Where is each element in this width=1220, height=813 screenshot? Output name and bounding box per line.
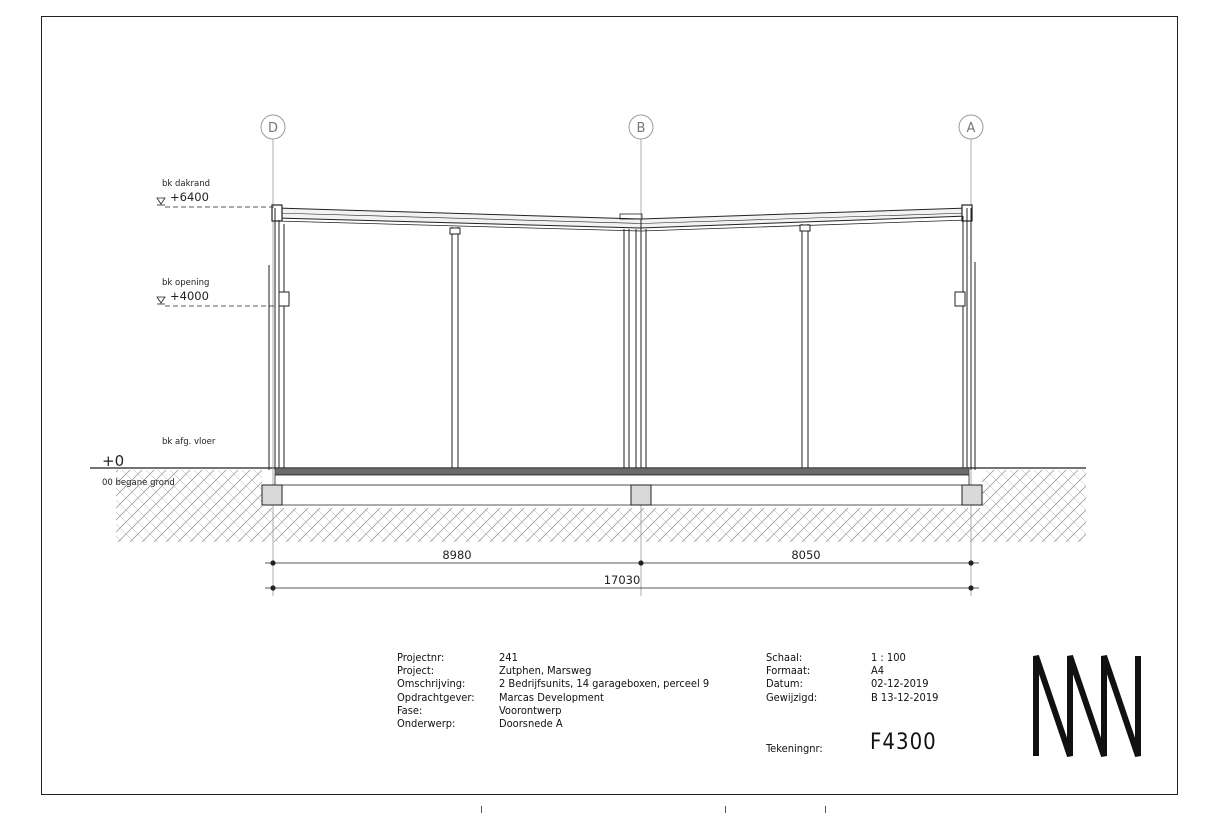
value-schaal: 1 : 100 [871,651,906,664]
level-vloer-label: bk afg. vloer [162,437,216,447]
value-project: Zutphen, Marsweg [499,664,592,678]
level-opening-value: +4000 [170,289,209,303]
label-projectnr: Projectnr: [397,651,445,664]
roof [272,205,972,231]
value-formaat: A4 [871,664,885,678]
grid-label-d: D [267,121,279,136]
label-onderwerp: Onderwerp: [397,716,456,730]
level-opening-label: bk opening [162,278,210,288]
value-onderwerp: Doorsnede A [499,716,563,730]
dimension-total: 17030 [603,573,641,587]
nn-zigzag-logo [1036,656,1138,756]
label-formaat: Formaat: [766,664,811,678]
titleblock-left-values [499,651,709,730]
value-opdrachtgever: Marcas Development [499,690,604,704]
level-zero-value: +0 [102,452,125,470]
titleblock-left-labels [397,651,475,730]
titleblock-right-values [871,651,938,704]
value-omschrijving: 2 Bedrijfsunits, 14 garageboxen, perceel 9 [499,677,710,691]
value-datum: 02-12-2019 [871,677,929,691]
label-schaal: Schaal: [766,651,803,664]
label-omschrijving: Omschrijving: [397,677,466,691]
level-dakrand-label: bk dakrand [162,179,211,189]
drawing-number: F4300 [870,730,937,755]
label-opdrachtgever: Opdrachtgever: [397,690,475,704]
value-projectnr: 241 [499,651,518,664]
grid-label-a: A [966,121,976,136]
level-ground-label: 00 begane grond [102,478,175,488]
label-fase: Fase: [397,703,423,717]
drawing-number-label: Tekeningnr: [766,742,823,755]
grid-label-b: B [636,121,646,136]
label-project: Project: [397,664,435,678]
walls [269,208,975,470]
label-datum: Datum: [766,677,803,691]
dimension-left: 8980 [442,548,472,562]
label-gewijzigd: Gewijzigd: [766,690,818,704]
value-gewijzigd: B 13-12-2019 [871,690,939,704]
level-dakrand-value: +6400 [170,190,209,204]
value-fase: Voorontwerp [499,703,562,717]
footer-cut [395,806,935,813]
titleblock-right-labels [766,651,817,704]
dimension-right: 8050 [791,548,821,562]
